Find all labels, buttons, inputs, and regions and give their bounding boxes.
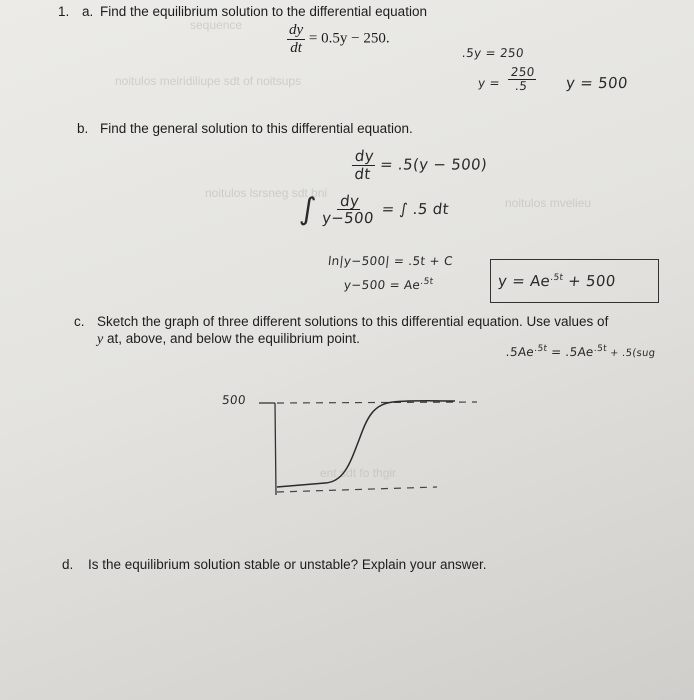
boxed-base: y = Ae xyxy=(497,272,551,290)
prompt-rest: at, above, and below the equilibrium point. xyxy=(103,331,360,346)
part-c-prompt-line1: Sketch the graph of three different solutions to this differential equation. Use values of xyxy=(97,314,609,329)
part-c-work xyxy=(505,344,656,359)
part-c-prompt-line2 xyxy=(97,331,360,348)
solution-sketch xyxy=(255,370,485,510)
part-d-letter: d. xyxy=(62,557,74,572)
part-a-letter: a. xyxy=(82,4,94,19)
part-a-equation xyxy=(287,22,390,56)
problem-number: 1. xyxy=(58,4,70,19)
part-a-prompt: Find the equilibrium solution to the differential equation xyxy=(100,4,427,19)
part-b-prompt: Find the general solution to this differential equation. xyxy=(100,121,413,136)
boxed-solution-text xyxy=(497,272,616,290)
work-frac-den: .5 xyxy=(514,79,528,94)
line4-base: y−500 = Ae xyxy=(343,278,421,292)
work-tail: + .5(sug xyxy=(605,348,656,359)
bleed-through-text: noitulos meiridiliupe sdt of noitsups xyxy=(115,74,302,88)
part-b-line3: ln|y−500| = .5t + C xyxy=(327,254,454,268)
line4-exp: .5t xyxy=(419,277,434,287)
sketch-axis-label: 500 xyxy=(221,393,247,407)
eq-denominator: dt xyxy=(290,39,302,56)
part-a-answer: y = 500 xyxy=(565,74,629,92)
int-rhs: = ∫ .5 dt xyxy=(380,200,450,218)
eq-rhs: = 0.5y − 250. xyxy=(308,30,390,47)
line1-num: dy xyxy=(352,148,377,166)
sketch-equilibrium-line xyxy=(277,402,477,403)
int-den: y−500 xyxy=(321,209,375,227)
part-b-line4 xyxy=(343,277,434,292)
line1-rhs: = .5(y − 500) xyxy=(379,155,488,174)
line1-den: dt xyxy=(353,164,372,183)
prompt-y: y xyxy=(97,332,104,347)
boxed-tail: + 500 xyxy=(567,272,617,290)
integral-sign: ∫ xyxy=(298,192,318,227)
bleed-through-text: ent sdt fo thgir xyxy=(320,466,397,480)
boxed-exp: .5t xyxy=(549,273,564,283)
eq-numerator: dy xyxy=(289,22,304,38)
sketch-y-axis xyxy=(275,403,276,495)
part-a-work-y: y = xyxy=(477,76,501,90)
part-d-prompt: Is the equilibrium solution stable or unstable? Explain your answer. xyxy=(88,557,487,572)
part-b-letter: b. xyxy=(77,121,89,136)
bleed-through-text: noitulos mvelieu xyxy=(505,196,592,210)
work-left: .5Ae xyxy=(505,345,535,359)
sketch-lower-dashed-line xyxy=(277,487,437,492)
work-mid-exp: .5t xyxy=(593,344,608,354)
part-a-work-line1: .5y = 250 xyxy=(461,46,525,60)
bleed-through-text: noitulos lsrsneg sdt bni xyxy=(205,186,328,200)
bleed-through-text: sequence xyxy=(190,18,243,32)
part-b-line1 xyxy=(350,148,489,182)
work-left-exp: .5t xyxy=(533,344,548,354)
part-a-work-fraction xyxy=(507,66,538,93)
part-b-integral xyxy=(298,192,450,227)
sketch-solution-curve xyxy=(277,401,455,487)
int-num: dy xyxy=(337,193,362,211)
work-mid: = .5Ae xyxy=(546,345,595,359)
part-c-letter: c. xyxy=(74,314,85,329)
work-frac-num: 250 xyxy=(508,66,537,80)
